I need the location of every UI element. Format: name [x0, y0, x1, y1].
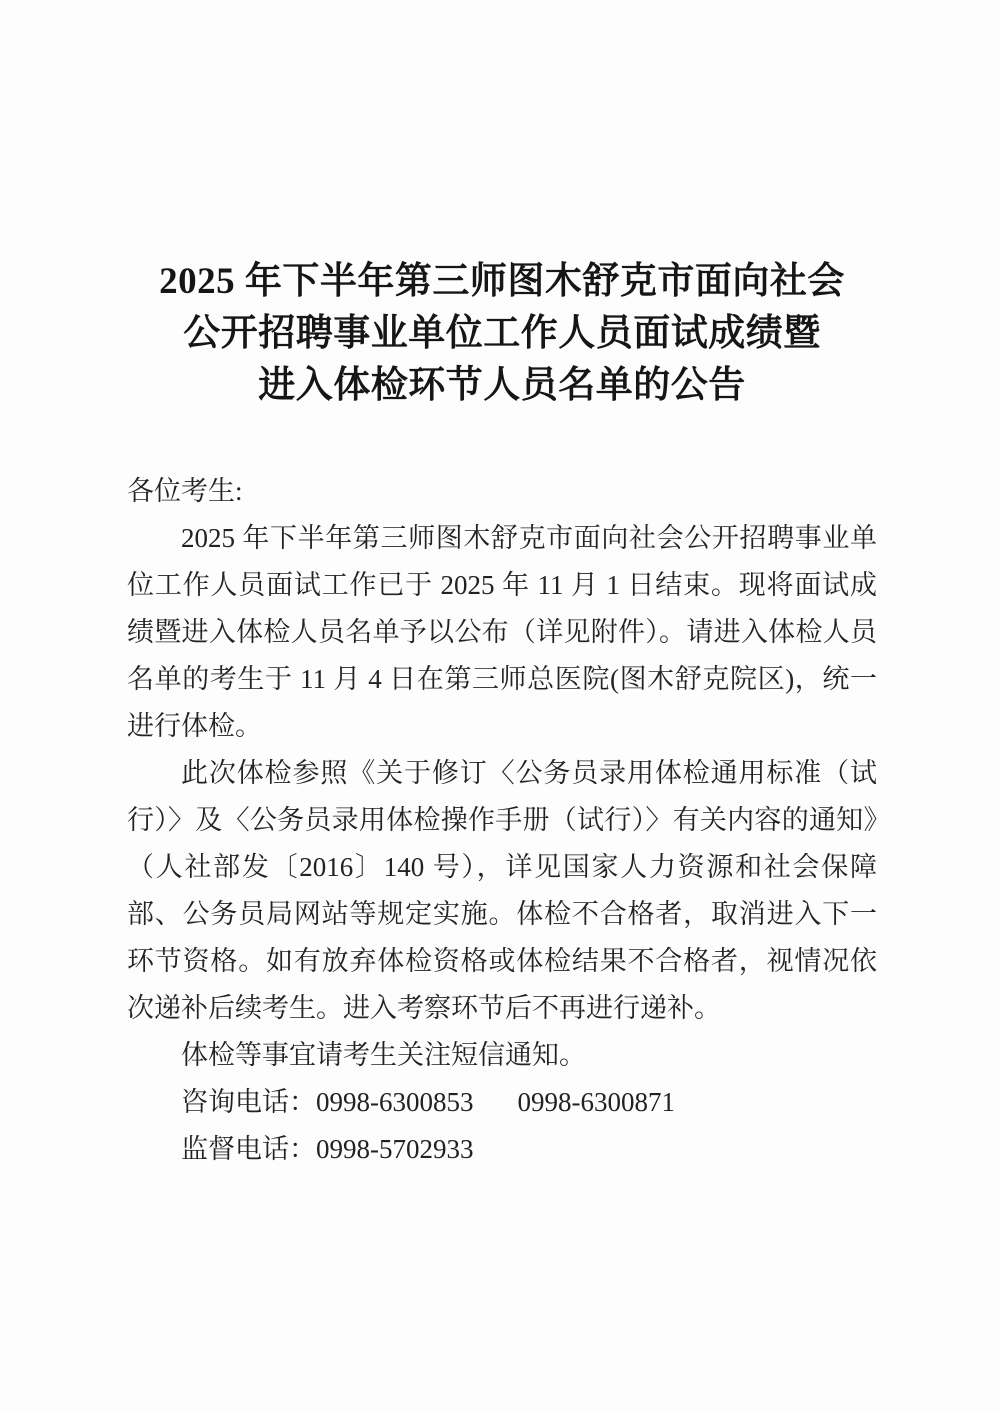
title-line-2: 公开招聘事业单位工作人员面试成绩暨 — [183, 313, 821, 354]
document-content — [127, 256, 877, 1173]
paragraph-interview-result: 2025 年下半年第三师图木舒克市面向社会公开招聘事业单位工作人员面试工作已于 2025 年 11 月 1 日结束。现将面试成绩暨进入体检人员名单予以公布（详见附件）。请进入体检人员名单的考生于 11 月 4 日在第三师总医院(图木舒克院区)，统一进行体检。 — [127, 523, 877, 741]
salutation: 各位考生: — [127, 476, 243, 506]
paragraph-sms-notice: 体检等事宜请考生关注短信通知。 — [181, 1040, 586, 1070]
document-title — [127, 256, 877, 412]
title-line-1: 2025 年下半年第三师图木舒克市面向社会 — [159, 261, 845, 302]
supervise-phone-number: 0998-5702933 — [316, 1134, 474, 1164]
title-line-3: 进入体检环节人员名单的公告 — [258, 365, 746, 406]
supervise-phone-label: 监督电话： — [181, 1134, 316, 1164]
consult-phone-label: 咨询电话： — [181, 1087, 316, 1117]
paragraph-medical-exam-standard: 此次体检参照《关于修订〈公务员录用体检通用标准（试行）〉及〈公务员录用体检操作手册（试行）〉有关内容的通知》（人社部发〔2016〕140 号），详见国家人力资源和社会保障部、公务员局网站等规定实施。体检不合格者，取消进入下一环节资格。如有放弃体检资格或体检结果不合格者，视情况依次递补后续考生。进入考察环节后不再进行递补。 — [127, 758, 877, 1023]
consult-phone-line — [127, 1079, 877, 1126]
consult-phone-number-1: 0998-6300853 — [316, 1087, 474, 1117]
consult-phone-number-2: 0998-6300871 — [517, 1087, 675, 1117]
supervise-phone-line — [127, 1126, 877, 1173]
document-body — [127, 468, 877, 1173]
